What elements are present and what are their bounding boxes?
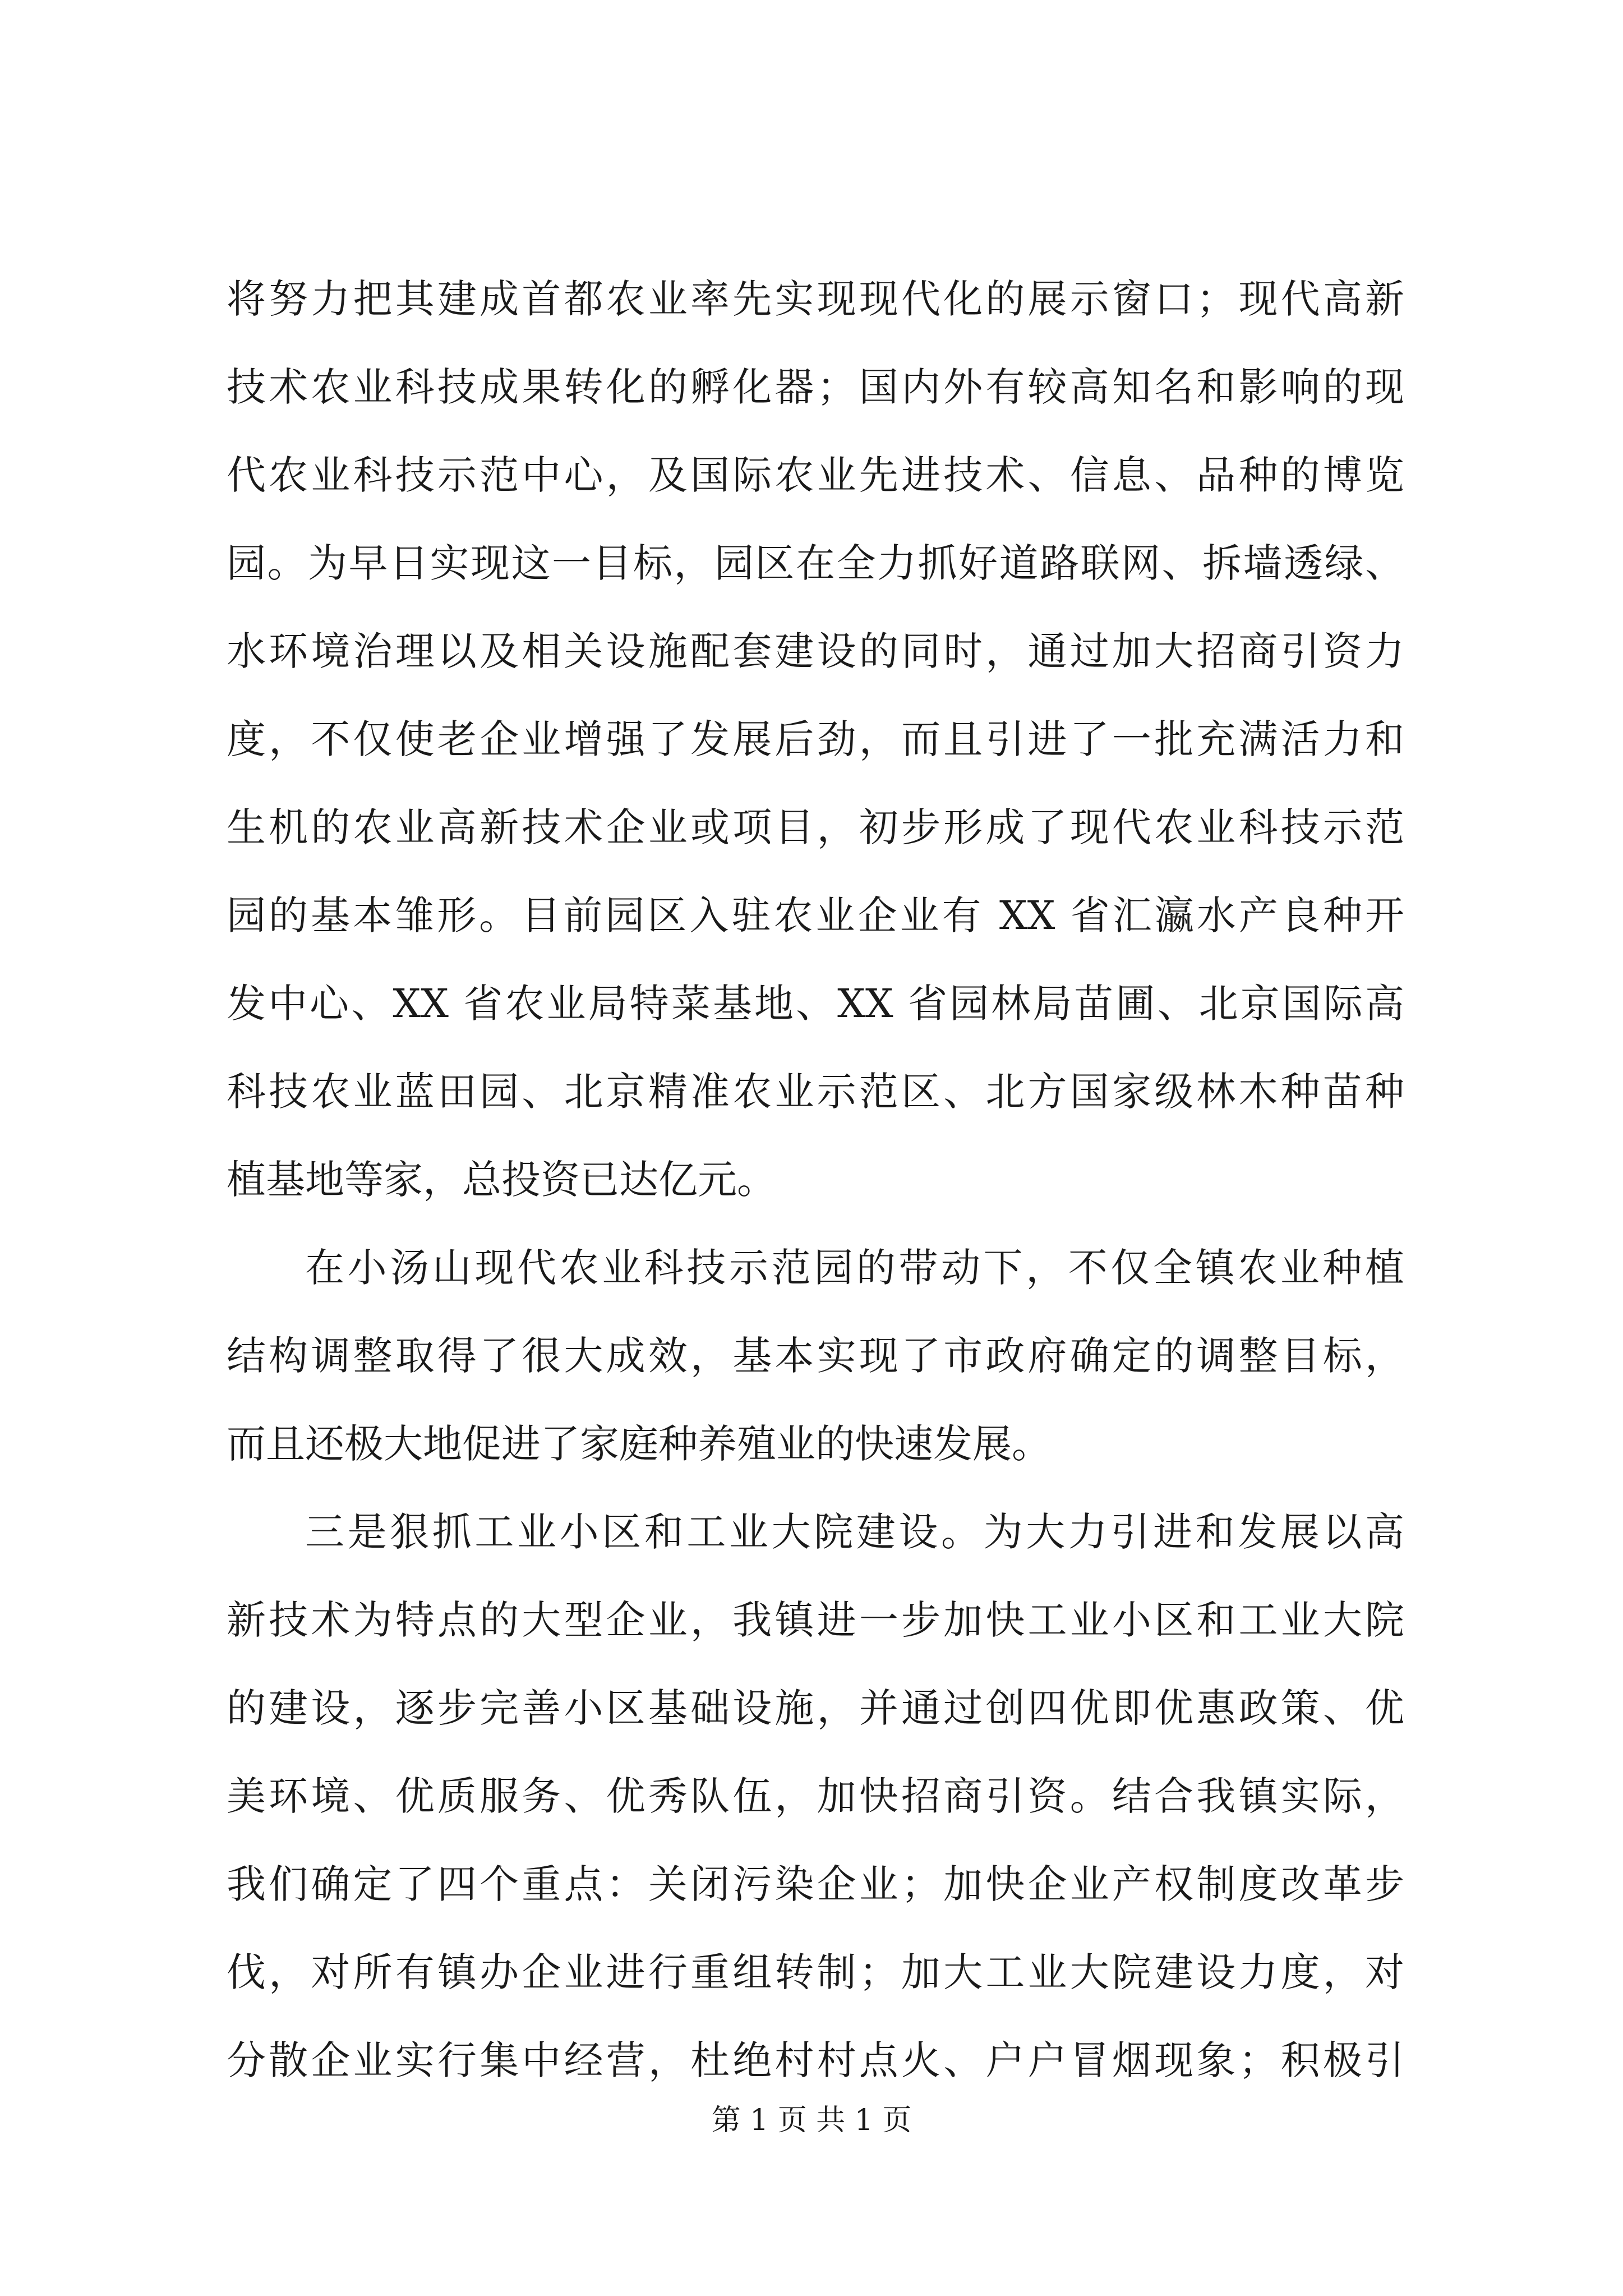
text-line: 伐，对所有镇办企业进行重组转制；加大工业大院建设力度，对 bbox=[227, 1949, 1404, 1995]
text-line: 美环境、优质服务、优秀队伍，加快招商引资。结合我镇实际， bbox=[227, 1773, 1404, 1819]
text-line: 的建设，逐步完善小区基础设施，并通过创四优即优惠政策、优 bbox=[227, 1685, 1404, 1731]
text-line: 生机的农业高新技术企业或项目，初步形成了现代农业科技示范 bbox=[227, 804, 1404, 850]
text-line: 新技术为特点的大型企业，我镇进一步加快工业小区和工业大院 bbox=[227, 1597, 1404, 1643]
text-line: 技术农业科技成果转化的孵化器；国内外有较高知名和影响的现 bbox=[227, 364, 1404, 410]
text-line: 我们确定了四个重点：关闭污染企业；加快企业产权制度改革步 bbox=[227, 1861, 1404, 1907]
text-line: 将努力把其建成首都农业率先实现现代化的展示窗口；现代高新 bbox=[227, 276, 1404, 322]
text-line: 科技农业蓝田园、北京精准农业示范区、北方国家级林木种苗种 bbox=[227, 1069, 1404, 1115]
paragraph-2 bbox=[227, 1224, 1404, 1488]
text-line: 植基地等家，总投资已达亿元。 bbox=[227, 1157, 776, 1203]
text-line: 度，不仅使老企业增强了发展后劲，而且引进了一批充满活力和 bbox=[227, 716, 1404, 762]
text-line: 水环境治理以及相关设施配套建设的同时，通过加大招商引资力 bbox=[227, 628, 1404, 674]
paragraph-1 bbox=[227, 255, 1404, 1224]
document-body bbox=[227, 255, 1404, 2105]
text-line: 而且还极大地促进了家庭种养殖业的快速发展。 bbox=[227, 1421, 1051, 1467]
paragraph-3 bbox=[227, 1488, 1404, 2105]
page-footer: 第 1 页 共 1 页 bbox=[711, 2104, 912, 2137]
text-line: 分散企业实行集中经营，杜绝村村点火、户户冒烟现象；积极引 bbox=[227, 2037, 1404, 2083]
text-line: 代农业科技示范中心，及国际农业先进技术、信息、品种的博览 bbox=[227, 452, 1404, 498]
text-line: 园。为早日实现这一目标，园区在全力抓好道路联网、拆墙透绿、 bbox=[227, 540, 1404, 586]
text-line: 在小汤山现代农业科技示范园的带动下，不仅全镇农业种植 bbox=[305, 1245, 1404, 1291]
text-line: 园的基本雏形。目前园区入驻农业企业有 XX 省汇瀛水产良种开 bbox=[227, 892, 1404, 938]
text-line: 结构调整取得了很大成效，基本实现了市政府确定的调整目标， bbox=[227, 1333, 1404, 1379]
text-line: 三是狠抓工业小区和工业大院建设。为大力引进和发展以高 bbox=[305, 1509, 1404, 1555]
text-line: 发中心、XX 省农业局特菜基地、XX 省园林局苗圃、北京国际高 bbox=[227, 981, 1404, 1027]
